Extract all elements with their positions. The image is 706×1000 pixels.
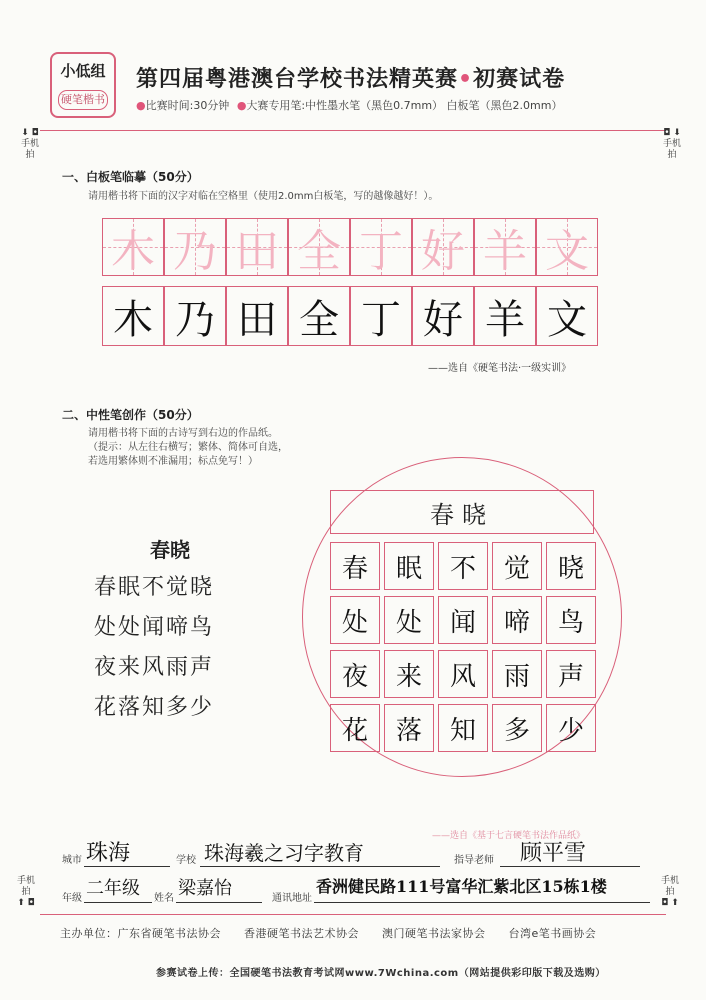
header-divider bbox=[40, 130, 666, 131]
trace-cell: 木 bbox=[102, 218, 164, 276]
work-row bbox=[330, 542, 596, 590]
work-cell[interactable]: 来 bbox=[384, 650, 434, 698]
work-row bbox=[330, 596, 596, 644]
writing-grid bbox=[102, 286, 598, 346]
work-cell[interactable]: 不 bbox=[438, 542, 488, 590]
writing-cell[interactable]: 全 bbox=[288, 286, 350, 346]
trace-cell: 好 bbox=[412, 218, 474, 276]
footer-divider bbox=[40, 914, 666, 915]
work-cell[interactable]: 落 bbox=[384, 704, 434, 752]
category-label: 硬笔楷书 bbox=[58, 90, 108, 110]
work-cell[interactable]: 风 bbox=[438, 650, 488, 698]
school-underline bbox=[200, 866, 440, 867]
trace-cell: 羊 bbox=[474, 218, 536, 276]
work-cell[interactable]: 夜 bbox=[330, 650, 380, 698]
title-suffix: 初赛试卷 bbox=[473, 67, 566, 92]
name-label: 姓名 bbox=[154, 893, 174, 904]
trace-cell: 乃 bbox=[164, 218, 226, 276]
side-label-top-right: ◘ ⬇ 手机拍 bbox=[662, 128, 681, 160]
side-label-bottom-left: 手机拍 ⬆ ◘ bbox=[16, 876, 35, 908]
teacher-value[interactable]: 顾平雪 bbox=[520, 841, 587, 866]
city-label: 城市 bbox=[62, 855, 82, 866]
trace-cell: 田 bbox=[226, 218, 288, 276]
group-badge bbox=[50, 52, 116, 118]
work-title-box: 春晓 bbox=[330, 490, 594, 534]
teacher-underline bbox=[500, 866, 640, 867]
work-cell[interactable]: 觉 bbox=[492, 542, 542, 590]
section1-source: ——选自《硬笔书法·一级实训》 bbox=[428, 363, 572, 374]
grade-value[interactable]: 二年级 bbox=[86, 878, 140, 899]
poem-line: 处处闻啼鸟 bbox=[94, 615, 215, 640]
work-cell[interactable]: 春 bbox=[330, 542, 380, 590]
poem-line: 夜来风雨声 bbox=[94, 655, 215, 680]
work-cell[interactable]: 少 bbox=[546, 704, 596, 752]
teacher-label: 指导老师 bbox=[454, 855, 494, 866]
section1-heading: 一、白板笔临摹（50分） bbox=[62, 170, 199, 184]
work-source: ——选自《基于七言硬笔书法作品纸》 bbox=[432, 831, 586, 841]
trace-cell: 丁 bbox=[350, 218, 412, 276]
poem-line: 春眠不觉晓 bbox=[94, 575, 215, 600]
side-label-top-left: ⬇ ◘ 手机拍 bbox=[20, 128, 39, 160]
work-cell[interactable]: 处 bbox=[384, 596, 434, 644]
writing-cell[interactable]: 木 bbox=[102, 286, 164, 346]
address-label: 通讯地址 bbox=[272, 893, 312, 904]
writing-cell[interactable]: 田 bbox=[226, 286, 288, 346]
work-cell[interactable]: 晓 bbox=[546, 542, 596, 590]
writing-cell[interactable]: 好 bbox=[412, 286, 474, 346]
writing-cell[interactable]: 羊 bbox=[474, 286, 536, 346]
grade-underline bbox=[84, 902, 152, 903]
city-value[interactable]: 珠海 bbox=[86, 841, 131, 866]
school-label: 学校 bbox=[176, 855, 196, 866]
side-label-bottom-right: 手机拍 ◘ ⬆ bbox=[660, 876, 679, 908]
name-value[interactable]: 梁嘉怡 bbox=[178, 878, 232, 899]
writing-cell[interactable]: 文 bbox=[536, 286, 598, 346]
poem-title: 春晓 bbox=[150, 538, 190, 562]
writing-cell[interactable]: 丁 bbox=[350, 286, 412, 346]
school-value[interactable]: 珠海羲之习字教育 bbox=[204, 841, 364, 865]
work-cell[interactable]: 知 bbox=[438, 704, 488, 752]
page-title: 第四届粤港澳台学校书法精英赛•初赛试卷 bbox=[136, 67, 566, 92]
work-cell[interactable]: 雨 bbox=[492, 650, 542, 698]
trace-grid bbox=[102, 218, 598, 276]
poem-line: 花落知多少 bbox=[94, 695, 215, 720]
grade-label: 年级 bbox=[62, 893, 82, 904]
section2-instruction: 请用楷书将下面的古诗写到右边的作品纸。 （提示：从左往右横写；繁体、简体可自选， 若选用繁体则不准漏用；标点免写！） bbox=[88, 428, 288, 467]
section2-heading: 二、中性笔创作（50分） bbox=[62, 408, 199, 422]
name-underline bbox=[176, 902, 262, 903]
work-row bbox=[330, 650, 596, 698]
work-cell[interactable]: 多 bbox=[492, 704, 542, 752]
work-cell[interactable]: 鸟 bbox=[546, 596, 596, 644]
work-grid bbox=[330, 542, 596, 752]
group-label: 小低组 bbox=[60, 62, 106, 80]
work-cell[interactable]: 眠 bbox=[384, 542, 434, 590]
section1-instruction: 请用楷书将下面的汉字对临在空格里（使用2.0mm白板笔，写的越像越好！）。 bbox=[88, 191, 439, 202]
address-value[interactable]: 香洲健民路111号富华汇紫北区15栋1楼 bbox=[316, 877, 607, 896]
trace-cell: 文 bbox=[536, 218, 598, 276]
work-cell[interactable]: 闻 bbox=[438, 596, 488, 644]
address-underline bbox=[314, 902, 650, 903]
trace-cell: 全 bbox=[288, 218, 350, 276]
work-cell[interactable]: 处 bbox=[330, 596, 380, 644]
writing-cell[interactable]: 乃 bbox=[164, 286, 226, 346]
work-cell[interactable]: 花 bbox=[330, 704, 380, 752]
city-underline bbox=[84, 866, 170, 867]
work-cell[interactable]: 声 bbox=[546, 650, 596, 698]
download-info: 参赛试卷上传：全国硬笔书法教育考试网www.7Wchina.com（网站提供彩印版下载及选购） bbox=[156, 968, 606, 979]
work-row bbox=[330, 704, 596, 752]
exam-info: ●比赛时间:30分钟 ●大赛专用笔:中性墨水笔（黑色0.7mm） 白板笔（黑色2.0mm） bbox=[136, 99, 563, 112]
work-cell[interactable]: 啼 bbox=[492, 596, 542, 644]
organizers: 主办单位：广东省硬笔书法协会 香港硬笔书法艺术协会 澳门硬笔书法家协会 台湾e笔书画协会 bbox=[60, 927, 597, 940]
